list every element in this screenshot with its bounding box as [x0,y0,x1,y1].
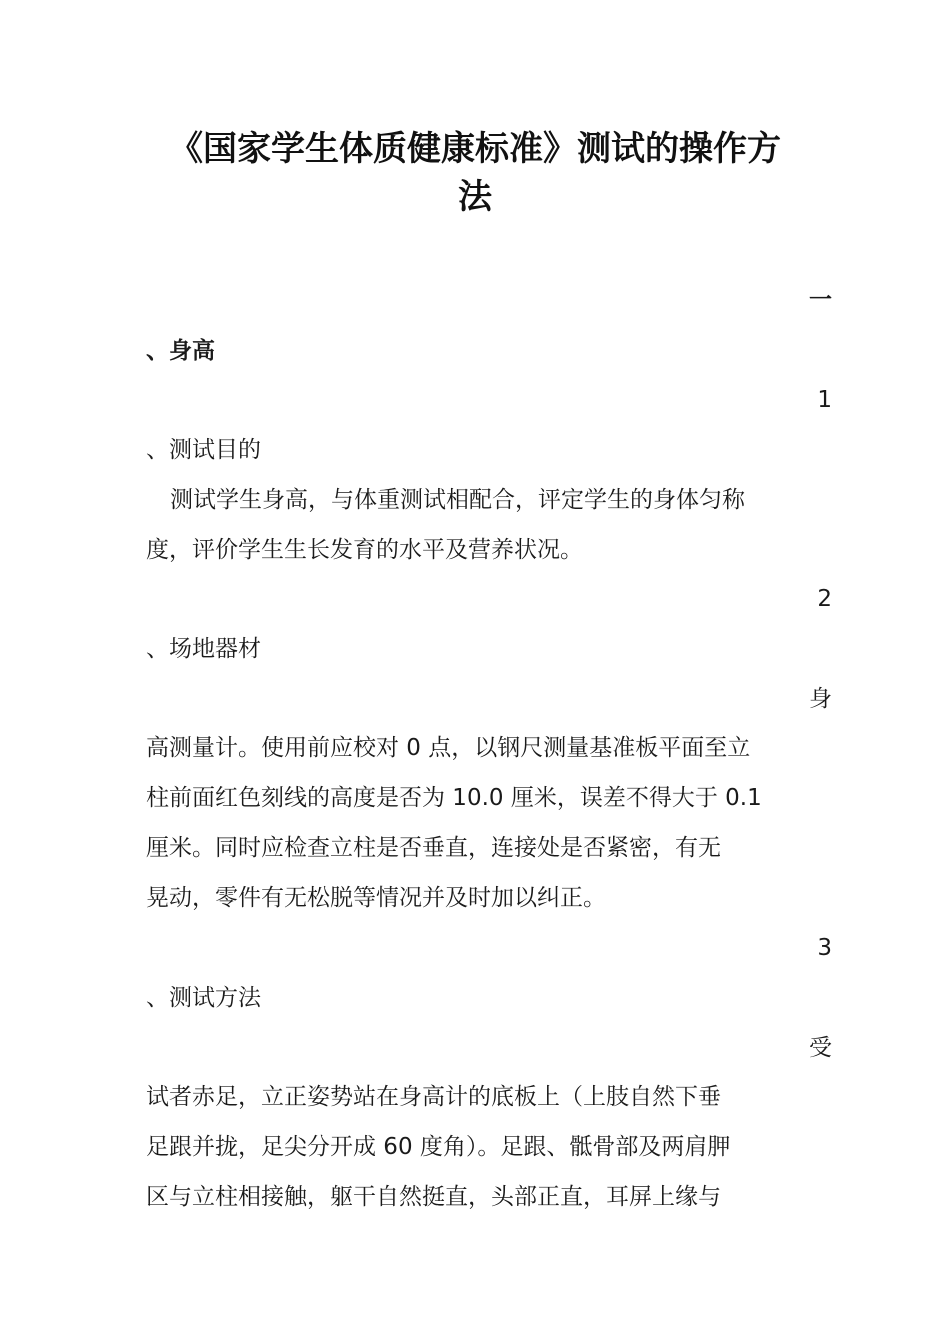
subsection-2-body-line-3: 厘米。同时应检查立柱是否垂直，连接处是否紧密，有无 [146,835,721,861]
subsection-2-number: 2 [817,586,832,612]
subsection-2-body-line-4: 晃动，零件有无松脱等情况并及时加以纠正。 [146,885,606,911]
subsection-1-body-line-2: 度，评价学生生长发育的水平及营养状况。 [146,537,583,563]
subsection-1-body-line-1: 测试学生身高，与体重测试相配合，评定学生的身体匀称 [170,487,745,513]
subsection-2-body-line-2: 柱前面红色刻线的高度是否为 10.0 厘米，误差不得大于 0.1 [146,785,762,811]
document-title-line-1: 《国家学生体质健康标准》测试的操作方 [169,129,781,169]
subsection-3-number: 3 [817,935,832,961]
section-1-heading: 、身高 [146,338,215,364]
subsection-1-number: 1 [817,387,832,413]
subsection-3-body-line-2: 足跟并拢，足尖分开成 60 度角）。足跟、骶骨部及两肩胛 [146,1134,731,1160]
subsection-2-body-first-char: 身 [809,686,832,712]
subsection-1-heading: 、测试目的 [146,437,261,463]
subsection-3-heading: 、测试方法 [146,985,261,1011]
subsection-3-body-first-char: 受 [809,1035,832,1061]
subsection-3-body-line-3: 区与立柱相接触，躯干自然挺直，头部正直，耳屏上缘与 [146,1184,721,1210]
subsection-2-heading: 、场地器材 [146,636,261,662]
section-1-number: 一 [809,287,832,313]
subsection-3-body-line-1: 试者赤足，立正姿势站在身高计的底板上（上肢自然下垂 [146,1084,721,1110]
document-title-line-2: 法 [458,177,492,217]
subsection-2-body-line-1: 高测量计。使用前应校对 0 点，以钢尺测量基准板平面至立 [146,735,751,761]
